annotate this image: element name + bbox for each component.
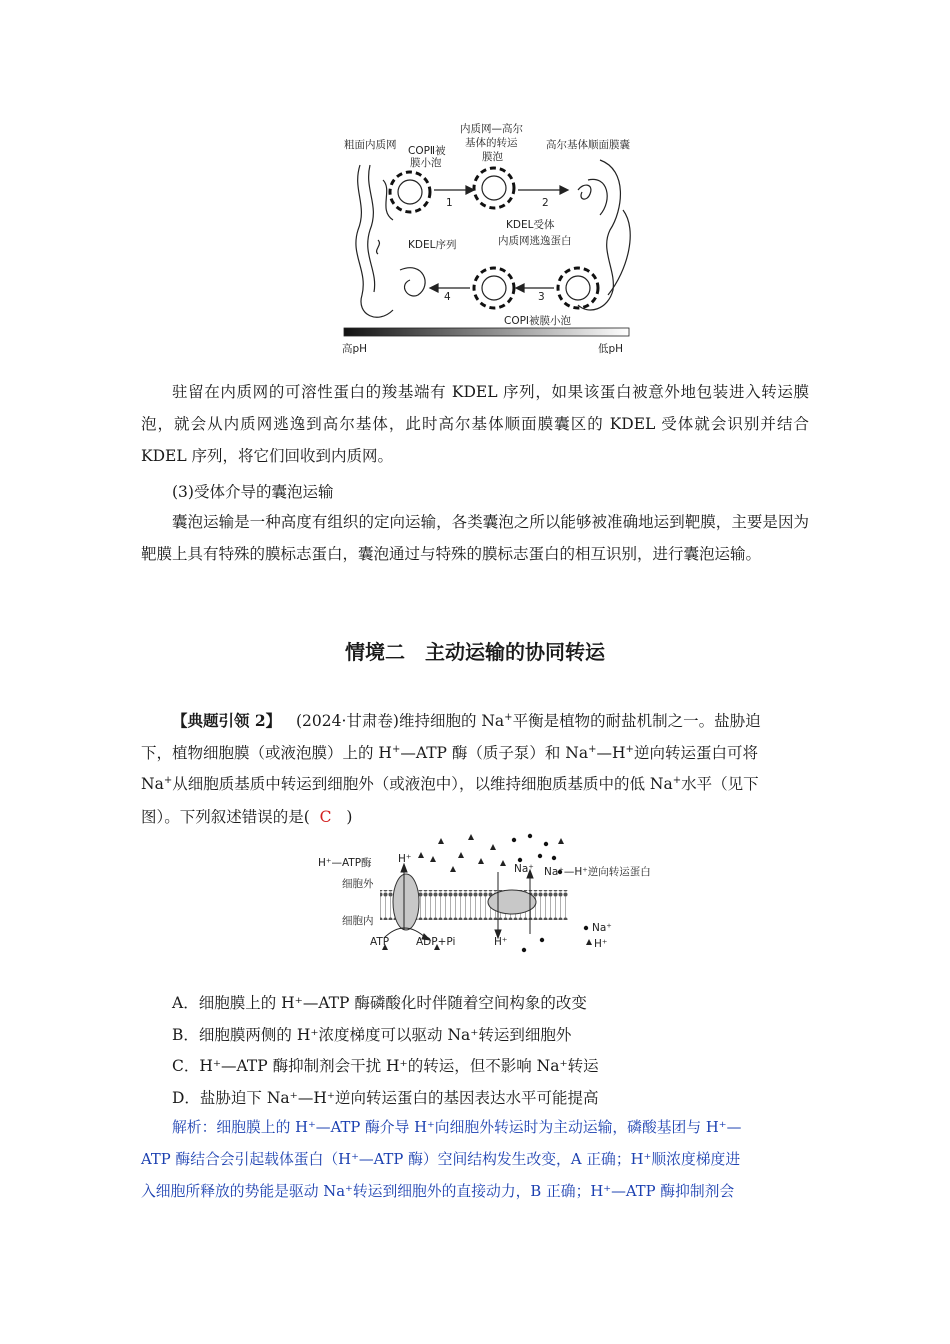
label-er-golgi-1: 内质网—高尔	[460, 123, 523, 135]
legend-na: Na⁺	[592, 922, 612, 934]
question-text: 水平（见下	[681, 775, 759, 793]
label-antiporter: Na⁺—H⁺逆向转运蛋白	[544, 866, 651, 878]
question-line-4	[141, 805, 809, 827]
superscript: +	[588, 743, 597, 755]
label-kdel-receptor: KDEL受体	[506, 219, 555, 231]
superscript: +	[504, 711, 513, 723]
label-adp: ADP+Pi	[416, 936, 456, 948]
question-source: (2024·甘肃卷)	[295, 712, 399, 730]
label-er-golgi-2: 基体的转运	[465, 137, 518, 149]
question-line-3	[141, 772, 809, 794]
legend-h: H⁺	[594, 938, 608, 950]
question-tag: 【典题引领 2】	[172, 711, 282, 730]
label-na-plus-top: Na⁺	[514, 863, 534, 875]
question-line-2	[141, 741, 809, 763]
question-text: 下，植物细胞膜（或液泡膜）上的 H	[141, 744, 392, 762]
question-text: Na	[141, 775, 164, 793]
question-text: —ATP 酶（质子泵）和 Na	[400, 744, 589, 762]
label-escaped-protein: 内质网逃逸蛋白	[498, 235, 572, 247]
heading-receptor: (3)受体介导的囊泡运输	[172, 483, 334, 501]
option-b: B．细胞膜两侧的 H⁺浓度梯度可以驱动 Na⁺转运到细胞外	[172, 1026, 572, 1044]
label-atp: ATP	[370, 936, 390, 948]
answer: C	[319, 808, 332, 826]
label-step4: 4	[444, 291, 451, 303]
vesicle-transport-figure	[338, 120, 658, 355]
label-step2: 2	[542, 197, 549, 209]
question-line-1	[172, 709, 840, 731]
analysis-line-1: 解析：细胞膜上的 H⁺—ATP 酶介导 H⁺向细胞外转运时为主动运输，磷酸基团与 H⁺—	[172, 1119, 742, 1136]
label-h-plus-bottom: H⁺	[494, 936, 508, 948]
label-step3: 3	[538, 291, 545, 303]
label-cop2: COPⅡ被	[408, 145, 446, 157]
label-cop1: COPⅠ被膜小泡	[504, 315, 572, 327]
label-low-ph: 低pH	[598, 343, 624, 355]
label-h-plus-top: H⁺	[398, 853, 412, 865]
question-text: —H	[596, 744, 626, 762]
membrane-transport-figure	[318, 832, 678, 960]
question-text: 平衡是植物的耐盐机制之一。盐胁迫	[512, 712, 761, 730]
paragraph-vesicle: 囊泡运输是一种高度有组织的定向运输，各类囊泡之所以能够被准确地运到靶膜，主要是因为靶膜上具有特殊的膜标志蛋白，囊泡通过与特殊的膜标志蛋白的相互识别，进行囊泡运输。	[141, 513, 809, 563]
question-text: 图）。下列叙述错误的是(	[141, 808, 310, 826]
label-step1: 1	[446, 197, 453, 209]
analysis-line-3: 入细胞所释放的势能是驱动 Na⁺转运到细胞外的直接动力，B 正确；H⁺—ATP 酶抑制剂会	[141, 1183, 735, 1200]
analysis-line-2: ATP 酶结合会引起载体蛋白（H⁺—ATP 酶）空间结构发生改变，A 正确；H⁺顺浓度梯度进	[141, 1151, 741, 1168]
label-cop2b: 膜小泡	[410, 157, 442, 169]
paragraph-kdel: 驻留在内质网的可溶性蛋白的羧基端有 KDEL 序列，如果该蛋白被意外地包装进入转运膜泡，就会从内质网逃逸到高尔基体，此时高尔基体顺面膜囊区的 KDEL 受体就会识别并结合 KDEL 序列，将它们回收到内质网。	[141, 383, 809, 465]
section-title: 情境二 主动运输的协同转运	[345, 640, 605, 664]
label-er-golgi-3: 膜泡	[482, 151, 503, 163]
question-text: 维持细胞的 Na	[398, 712, 505, 730]
question-text: 从细胞质基质中转运到细胞外（或液泡中），以维持细胞质基质中的低 Na	[172, 775, 673, 793]
question-text: )	[346, 808, 353, 826]
superscript: +	[391, 743, 401, 755]
label-kdel-seq: KDEL序列	[408, 239, 457, 251]
option-c: C．H⁺—ATP 酶抑制剂会干扰 H⁺的转运，但不影响 Na⁺转运	[172, 1057, 599, 1075]
superscript: +	[163, 774, 173, 786]
option-a: A．细胞膜上的 H⁺—ATP 酶磷酸化时伴随着空间构象的改变	[172, 994, 587, 1012]
label-cis-golgi: 高尔基体顺面膜囊	[546, 139, 630, 151]
label-h-atpase: H⁺—ATP酶	[318, 857, 372, 869]
label-inside: 细胞内	[342, 915, 374, 927]
label-outside: 细胞外	[342, 878, 374, 890]
label-high-ph: 高pH	[342, 343, 368, 355]
label-rough-er: 粗面内质网	[344, 139, 397, 151]
question-text: 逆向转运蛋白可将	[633, 744, 758, 762]
superscript: +	[625, 743, 634, 755]
superscript: +	[672, 774, 682, 786]
option-d: D．盐胁迫下 Na⁺—H⁺逆向转运蛋白的基因表达水平可能提高	[172, 1089, 599, 1107]
